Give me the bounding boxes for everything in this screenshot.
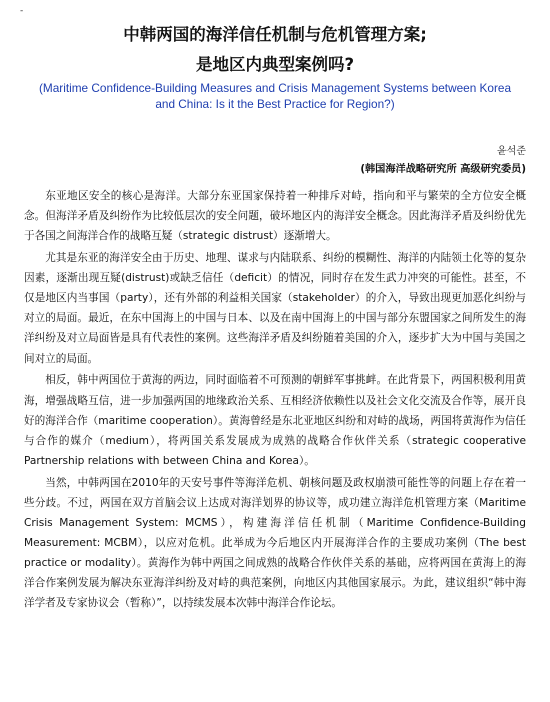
body-paragraph-2: 尤其是东亚的海洋安全由于历史、地理、谋求与内陆联系、纠纷的模糊性、海洋的内陆领土化等的复杂因素，逐渐出现互疑(distrust)或缺乏信任（deficit）的情况，同时存在发生武力冲突的可能性。甚至，不仅是地区内当事国（party），还有外部的利益相关国家（stakeholder）的介入，导致出现更加恶化纠纷与对立的局面。最近，在东中国海上的中国与日本、以及在南中国海上的中国与部分东盟国家之间所发生的海洋纠纷及对立局面皆是具有代表性的案例。这些海洋矛盾及纠纷随着美国的介入，逐步扩大为中国与美国之间对立的局面。	[24, 252, 526, 365]
body-paragraph-1: 东亚地区安全的核心是海洋。大部分东亚国家保持着一种排斥对峙，指向和平与繁荣的全方位安全概念。但海洋矛盾及纠纷作为比较低层次的安全问题，破坏地区内的海洋安全概念。因此海洋矛盾及纠纷优先于各国之间海洋合作的战略互疑（strategic distrust）逐渐增大。	[24, 190, 526, 243]
author-name: 윤석준	[497, 146, 526, 157]
document-title-line-2: 是地区内典型案例吗?	[195, 55, 355, 74]
body-paragraph-4: 当然，中韩两国在2010年的天安号事件等海洋危机、朝核问题及政权崩溃可能性等的问题上存在着一些分歧。不过，两国在双方首脑会议上达成对海洋划界的协议等，成功建立海洋危机管理方案（Maritime Crisis Management System: MCMS），构建海洋信任机制（Maritime Confidence-Building Measurement: MCBM），以应对危机。此举成为今后地区内开展海洋合作的主要成功案例（The best practice or modality）。黄海作为韩中两国之间成熟的战略合作伙伴关系的基础，应将两国在黄海上的海洋合作案例发展为解决东亚海洋纠纷及对峙的典范案例，向地区内其他国家展示。为此，建议组织“韩中海洋学者及专家协议会（暂称）”，以持续发展本次韩中海洋合作论坛。	[24, 476, 526, 610]
body-paragraph-3: 相反，韩中两国位于黄海的两边，同时面临着不可预测的朝鲜军事挑衅。在此背景下，两国积极利用黄海，增强战略互信，进一步加强两国的地缘政治关系、互相经济依赖性以及社会文化交流及合作等，展开良好的海洋合作（maritime cooperation）。黄海曾经是东北亚地区纠纷和对峙的战场，两国将黄海作为信任与合作的媒介（medium），将两国关系发展成为成熟的战略合作伙伴关系（strategic cooperative Partnership relations with between China and Korea）。	[24, 374, 526, 467]
corner-mark: -	[20, 6, 24, 16]
english-subtitle: (Maritime Confidence-Building Measures and Crisis Management Systems between Korea and China: Is it the Best Practice for Region?)	[38, 81, 512, 111]
document-title-line-1: 中韩两国的海洋信任机制与危机管理方案;	[123, 25, 427, 44]
author-affiliation: (韩国海洋战略研究所 高级研究委员)	[360, 164, 526, 175]
body-text	[24, 186, 526, 615]
